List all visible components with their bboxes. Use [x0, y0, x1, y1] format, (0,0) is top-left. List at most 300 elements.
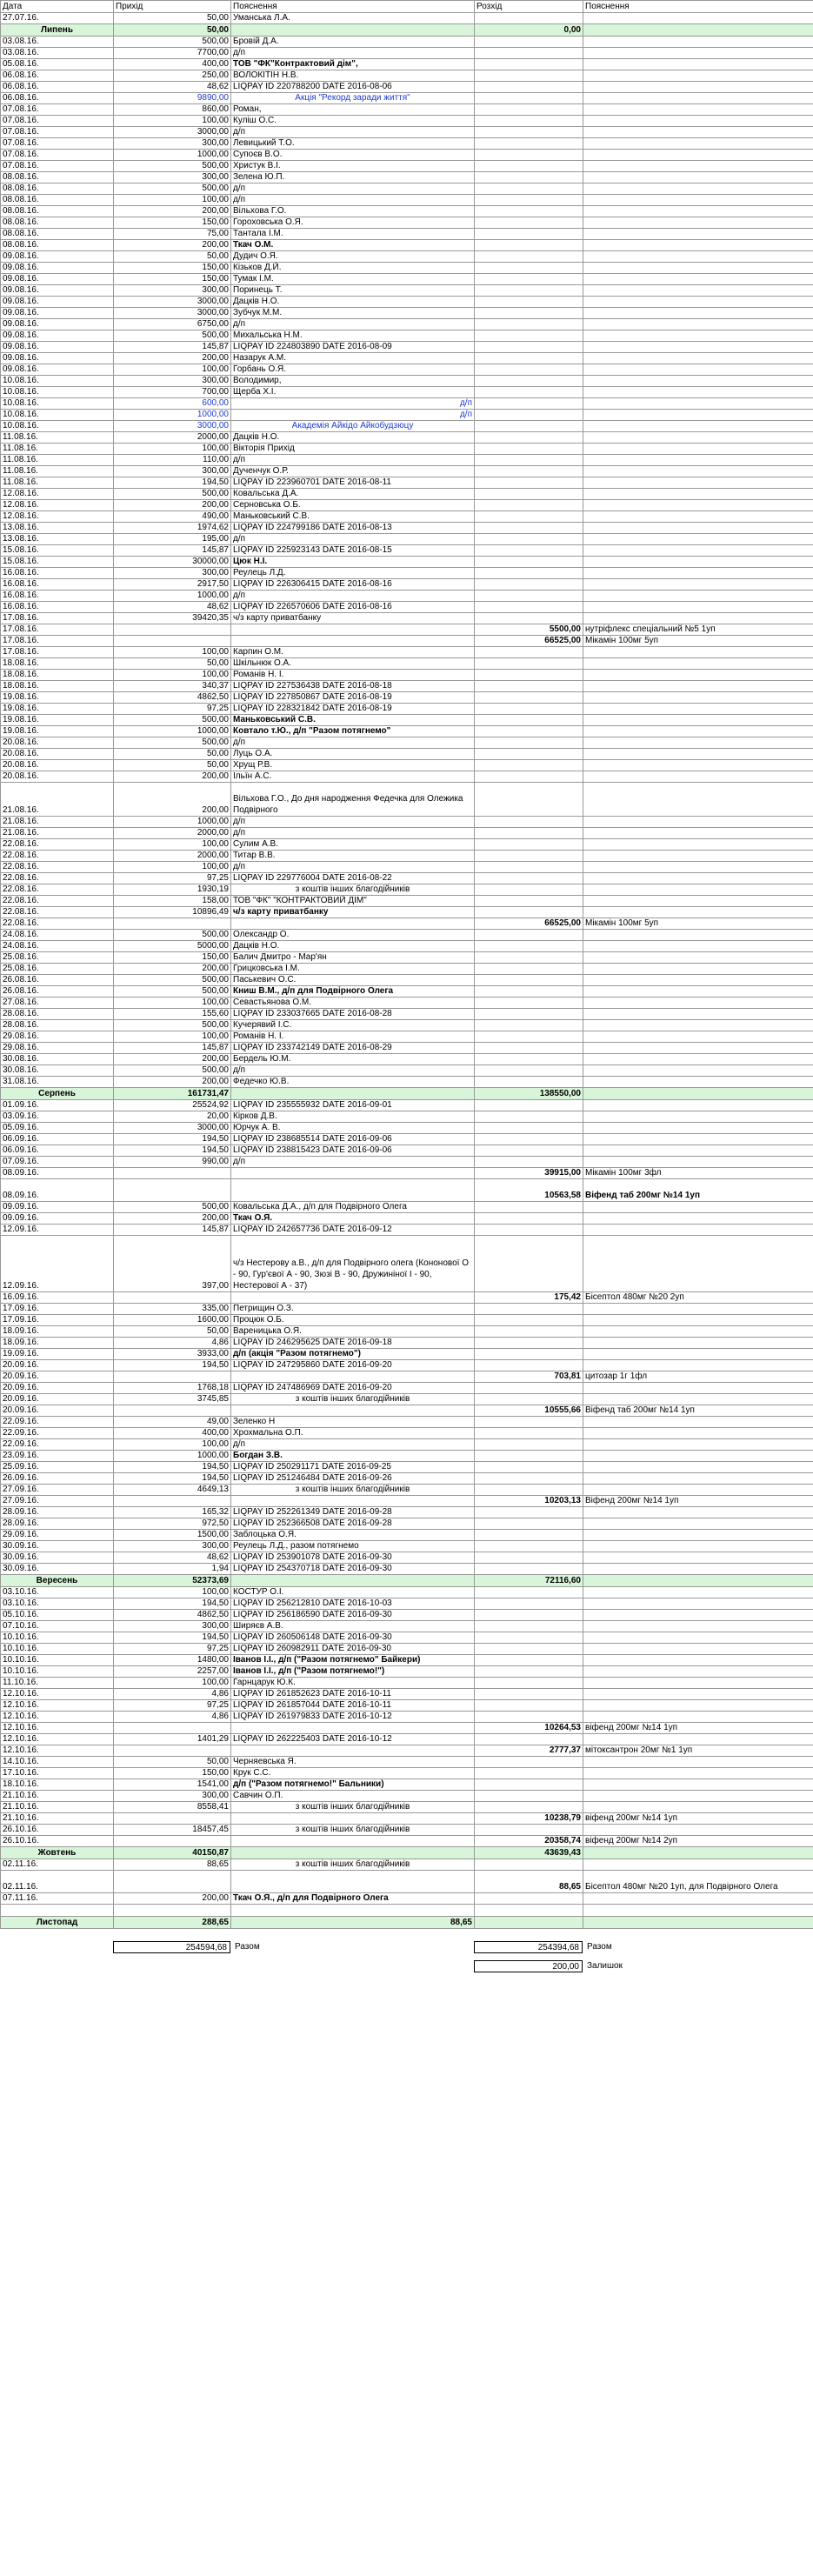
table-row	[1, 1836, 813, 1847]
expense-note-cell	[583, 1304, 813, 1315]
expense-note-cell	[583, 873, 813, 884]
income-cell: 500,00	[114, 1065, 231, 1077]
expense-cell	[475, 1518, 583, 1530]
expense-cell	[475, 1225, 583, 1236]
month-spacer	[583, 1575, 813, 1587]
expense-cell	[475, 1768, 583, 1779]
expense-note-cell	[583, 1610, 813, 1621]
table-row	[1, 545, 813, 557]
table-row	[1, 602, 813, 613]
income-cell: 97,25	[114, 1644, 231, 1655]
table-row	[1, 1621, 813, 1632]
income-cell: 1768,18	[114, 1383, 231, 1394]
expense-note-cell	[583, 557, 813, 568]
income-note-cell: Іванов І.І., д/п ("Разом потягнемо" Байкери)	[231, 1655, 475, 1666]
income-cell: 500,00	[114, 1202, 231, 1213]
expense-note-cell	[583, 297, 813, 308]
expense-cell	[475, 138, 583, 150]
date-cell: 30.08.16.	[1, 1065, 114, 1077]
date-cell: 08.08.16.	[1, 206, 114, 217]
expense-note-cell	[583, 1020, 813, 1031]
table-row	[1, 161, 813, 172]
table-row	[1, 1371, 813, 1383]
income-note-cell: LIQPAY ID 256212810 DATE 2016-10-03	[231, 1598, 475, 1610]
expense-cell	[475, 1507, 583, 1518]
table-row	[1, 93, 813, 104]
blank-cell	[583, 1905, 813, 1917]
income-note-cell: LIQPAY ID 246295625 DATE 2016-09-18	[231, 1338, 475, 1349]
date-cell: 21.10.16.	[1, 1791, 114, 1802]
expense-cell	[475, 749, 583, 760]
expense-cell	[475, 432, 583, 444]
table-row	[1, 1054, 813, 1065]
table-row	[1, 1428, 813, 1439]
income-note-cell: з коштів інших благодійників	[231, 1802, 475, 1813]
income-cell: 18457,45	[114, 1825, 231, 1836]
income-note-cell: д/п	[231, 737, 475, 749]
date-cell: 09.08.16.	[1, 319, 114, 330]
income-note-cell	[231, 1179, 475, 1202]
income-cell: 150,00	[114, 263, 231, 274]
expense-note-cell	[583, 274, 813, 285]
table-row	[1, 387, 813, 398]
table-row	[1, 986, 813, 998]
income-note-cell: д/п	[231, 817, 475, 828]
expense-note-cell	[583, 444, 813, 455]
income-cell: 3745,85	[114, 1394, 231, 1405]
expense-note-cell	[583, 1236, 813, 1292]
date-cell: 06.08.16.	[1, 82, 114, 93]
date-cell: 06.09.16.	[1, 1145, 114, 1157]
income-cell: 340,37	[114, 681, 231, 692]
income-cell: 700,00	[114, 387, 231, 398]
table-row	[1, 579, 813, 591]
table-row	[1, 70, 813, 82]
income-cell: 39420,35	[114, 613, 231, 624]
table-row	[1, 1768, 813, 1779]
table-row	[1, 636, 813, 647]
month-expense-total: 0,00	[475, 24, 583, 37]
date-cell: 20.08.16.	[1, 771, 114, 783]
income-cell	[114, 1292, 231, 1304]
date-cell: 05.10.16.	[1, 1610, 114, 1621]
income-cell: 500,00	[114, 489, 231, 500]
income-note-cell: LIQPAY ID 228321842 DATE 2016-08-19	[231, 704, 475, 715]
expense-cell	[475, 48, 583, 59]
income-note-cell	[231, 1496, 475, 1507]
expense-cell	[475, 1564, 583, 1575]
expense-cell	[475, 1859, 583, 1871]
table-row	[1, 884, 813, 896]
income-note-cell: Щерба Х.І.	[231, 387, 475, 398]
expense-total-label: Разом	[587, 1942, 612, 1952]
date-cell: 10.08.16.	[1, 421, 114, 432]
table-row	[1, 1202, 813, 1213]
table-row	[1, 1859, 813, 1871]
table-row	[1, 1451, 813, 1462]
expense-note-cell: Віфенд таб 200мг №14 1уп	[583, 1179, 813, 1202]
table-row	[1, 557, 813, 568]
table-row	[1, 150, 813, 161]
date-cell: 19.08.16.	[1, 704, 114, 715]
income-cell: 100,00	[114, 444, 231, 455]
table-row	[1, 1417, 813, 1428]
month-expense-total: 88,65	[231, 1917, 475, 1929]
expense-cell	[475, 1213, 583, 1225]
table-row	[1, 297, 813, 308]
table-row	[1, 1123, 813, 1134]
table-row	[1, 681, 813, 692]
expense-note-cell	[583, 851, 813, 862]
date-cell: 22.08.16.	[1, 896, 114, 907]
income-cell: 1974,62	[114, 523, 231, 534]
expense-note-cell	[583, 421, 813, 432]
date-cell: 09.09.16.	[1, 1213, 114, 1225]
expense-note-cell	[583, 692, 813, 704]
expense-cell	[475, 783, 583, 817]
expense-note-cell	[583, 342, 813, 353]
date-cell: 12.08.16.	[1, 511, 114, 523]
expense-note-cell	[583, 737, 813, 749]
expense-note-cell	[583, 217, 813, 229]
expense-note-cell	[583, 964, 813, 975]
table-row	[1, 1712, 813, 1723]
income-cell: 2000,00	[114, 828, 231, 839]
income-cell: 1000,00	[114, 591, 231, 602]
table-row	[1, 783, 813, 817]
date-cell: 22.09.16.	[1, 1439, 114, 1451]
month-total-row	[1, 1917, 813, 1929]
income-note-cell: Цюк Н.І.	[231, 557, 475, 568]
date-cell: 11.08.16.	[1, 466, 114, 477]
expense-cell: 10238,79	[475, 1813, 583, 1825]
income-cell	[114, 1813, 231, 1825]
date-cell: 30.09.16.	[1, 1541, 114, 1552]
income-cell: 150,00	[114, 217, 231, 229]
expense-note-cell	[583, 1712, 813, 1723]
income-note-cell: LIQPAY ID 247295860 DATE 2016-09-20	[231, 1360, 475, 1371]
income-note-cell: LIQPAY ID 227536438 DATE 2016-08-18	[231, 681, 475, 692]
income-note-cell: д/п	[231, 410, 475, 421]
expense-note-cell	[583, 658, 813, 670]
expense-note-cell	[583, 986, 813, 998]
date-cell: 20.08.16.	[1, 760, 114, 771]
income-cell: 1000,00	[114, 1451, 231, 1462]
table-row	[1, 477, 813, 489]
date-cell: 22.08.16.	[1, 839, 114, 851]
date-cell: 17.08.16.	[1, 613, 114, 624]
expense-cell	[475, 70, 583, 82]
income-cell: 500,00	[114, 330, 231, 342]
table-row	[1, 466, 813, 477]
income-cell: 145,87	[114, 342, 231, 353]
income-note-cell: LIQPAY ID 233742149 DATE 2016-08-29	[231, 1043, 475, 1054]
income-note-cell: LIQPAY ID 226570606 DATE 2016-08-16	[231, 602, 475, 613]
income-note-cell	[231, 1371, 475, 1383]
expense-note-cell	[583, 477, 813, 489]
income-note-cell: д/п	[231, 534, 475, 545]
date-cell: 26.10.16.	[1, 1825, 114, 1836]
income-cell: 1,94	[114, 1564, 231, 1575]
income-cell: 4,86	[114, 1338, 231, 1349]
income-cell: 100,00	[114, 1678, 231, 1689]
expense-cell	[475, 1100, 583, 1111]
expense-cell	[475, 907, 583, 918]
income-cell: 860,00	[114, 104, 231, 116]
date-cell: 24.08.16.	[1, 941, 114, 952]
expense-note-cell	[583, 783, 813, 817]
expense-note-cell	[583, 364, 813, 376]
table-row	[1, 704, 813, 715]
income-cell	[114, 1745, 231, 1757]
income-note-cell: ч/з Нестерову а.В., д/п для Подвірного олега (Кононової О - 90, Гур'євої А - 90, Зюзі В - 90, Дружиніної І - 90, Нестерової А - 37)	[231, 1236, 475, 1292]
income-cell: 97,25	[114, 873, 231, 884]
date-cell: 18.08.16.	[1, 658, 114, 670]
expense-cell	[475, 828, 583, 839]
income-cell: 4,86	[114, 1712, 231, 1723]
income-note-cell: Вільхова Г.О.	[231, 206, 475, 217]
income-cell: 150,00	[114, 274, 231, 285]
income-note-cell: LIQPAY ID 238815423 DATE 2016-09-06	[231, 1145, 475, 1157]
income-cell: 50,00	[114, 658, 231, 670]
expense-cell	[475, 1666, 583, 1678]
income-note-cell: Зелена Ю.П.	[231, 172, 475, 184]
date-cell: 09.08.16.	[1, 364, 114, 376]
expense-note-cell	[583, 1031, 813, 1043]
income-note-cell: д/п	[231, 398, 475, 410]
income-cell: 194,50	[114, 1473, 231, 1485]
income-cell: 195,00	[114, 534, 231, 545]
income-total-box: 254594,68	[113, 1941, 230, 1953]
income-cell: 155,60	[114, 1009, 231, 1020]
expense-note-cell	[583, 975, 813, 986]
date-cell: 11.08.16.	[1, 477, 114, 489]
income-note-cell: ТОВ "ФК" "КОНТРАКТОВИЙ ДІМ"	[231, 896, 475, 907]
month-total-row	[1, 24, 813, 37]
expense-cell	[475, 1077, 583, 1088]
expense-note-cell	[583, 116, 813, 127]
month-income-total: 50,00	[114, 24, 231, 37]
expense-note-cell	[583, 1428, 813, 1439]
income-cell: 10896,49	[114, 907, 231, 918]
table-row	[1, 839, 813, 851]
income-cell: 75,00	[114, 229, 231, 240]
income-note-cell: Процюк О.Б.	[231, 1315, 475, 1326]
expense-cell	[475, 1893, 583, 1905]
expense-cell	[475, 896, 583, 907]
income-cell: 30000,00	[114, 557, 231, 568]
date-cell: 20.09.16.	[1, 1371, 114, 1383]
table-row	[1, 1779, 813, 1791]
income-note-cell: Супоєв В.О.	[231, 150, 475, 161]
expense-note-cell	[583, 161, 813, 172]
expense-cell	[475, 1009, 583, 1020]
date-cell: 03.10.16.	[1, 1587, 114, 1598]
table-row	[1, 184, 813, 195]
table-row	[1, 398, 813, 410]
income-note-cell: з коштів інших благодійників	[231, 1394, 475, 1405]
expense-note-cell	[583, 1123, 813, 1134]
month-spacer	[583, 1917, 813, 1929]
income-cell: 8558,41	[114, 1802, 231, 1813]
date-cell: 12.10.16.	[1, 1723, 114, 1734]
expense-note-cell	[583, 1859, 813, 1871]
income-cell: 100,00	[114, 670, 231, 681]
expense-cell	[475, 150, 583, 161]
table-row	[1, 1326, 813, 1338]
table-row	[1, 1077, 813, 1088]
expense-note-cell	[583, 907, 813, 918]
expense-note-cell	[583, 1485, 813, 1496]
expense-cell	[475, 1712, 583, 1723]
expense-cell	[475, 184, 583, 195]
date-cell: 20.09.16.	[1, 1383, 114, 1394]
expense-note-cell	[583, 93, 813, 104]
income-note-cell: з коштів інших благодійників	[231, 1825, 475, 1836]
income-note-cell: Ткач О.Я., д/п для Подвірного Олега	[231, 1893, 475, 1905]
table-row	[1, 330, 813, 342]
table-row	[1, 206, 813, 217]
table-row	[1, 1065, 813, 1077]
table-row	[1, 127, 813, 138]
table-row	[1, 1009, 813, 1020]
expense-note-cell: цитозар 1г 1фл	[583, 1371, 813, 1383]
income-note-cell	[231, 1871, 475, 1893]
income-cell: 100,00	[114, 1439, 231, 1451]
expense-cell	[475, 263, 583, 274]
date-cell: 08.08.16.	[1, 184, 114, 195]
date-cell: 07.10.16.	[1, 1621, 114, 1632]
income-note-cell: Вільхова Г.О., До дня народження Федечка для Олежика Подвірного	[231, 783, 475, 817]
income-note-cell: д/п	[231, 1439, 475, 1451]
income-note-cell: Дудич О.Я.	[231, 251, 475, 263]
expense-cell	[475, 862, 583, 873]
expense-note-cell	[583, 1768, 813, 1779]
income-note-cell: LIQPAY ID 225923143 DATE 2016-08-15	[231, 545, 475, 557]
income-note-cell: Вареницька О.Я.	[231, 1326, 475, 1338]
table-row	[1, 240, 813, 251]
table-row	[1, 1405, 813, 1417]
income-note-cell: Тумак І.М.	[231, 274, 475, 285]
income-note-cell: LIQPAY ID 254370718 DATE 2016-09-30	[231, 1564, 475, 1575]
expense-note-cell	[583, 1202, 813, 1213]
date-cell: 27.09.16.	[1, 1496, 114, 1507]
income-cell: 200,00	[114, 1893, 231, 1905]
date-cell: 07.09.16.	[1, 1157, 114, 1168]
expense-note-cell	[583, 941, 813, 952]
table-row	[1, 941, 813, 952]
income-note-cell: Маньковський С.В.	[231, 511, 475, 523]
income-cell: 1401,29	[114, 1734, 231, 1745]
expense-cell	[475, 1655, 583, 1666]
expense-note-cell	[583, 1587, 813, 1598]
expense-note-cell	[583, 1077, 813, 1088]
date-cell: 09.08.16.	[1, 285, 114, 297]
expense-note-cell	[583, 1825, 813, 1836]
expense-cell: 66525,00	[475, 918, 583, 930]
date-cell: 03.08.16.	[1, 48, 114, 59]
table-row	[1, 1802, 813, 1813]
date-cell: 25.09.16.	[1, 1462, 114, 1473]
date-cell: 08.08.16.	[1, 217, 114, 229]
income-cell: 490,00	[114, 511, 231, 523]
date-cell: 16.08.16.	[1, 602, 114, 613]
income-cell	[114, 1496, 231, 1507]
date-cell: 10.10.16.	[1, 1632, 114, 1644]
income-cell: 300,00	[114, 1541, 231, 1552]
income-cell: 158,00	[114, 896, 231, 907]
income-note-cell: LIQPAY ID 224803890 DATE 2016-08-09	[231, 342, 475, 353]
income-note-cell: Черняевська Я.	[231, 1757, 475, 1768]
table-row	[1, 1145, 813, 1157]
income-note-cell: Карпин О.М.	[231, 647, 475, 658]
income-note-cell: д/п (акція "Разом потягнемо")	[231, 1349, 475, 1360]
income-note-cell: Акція "Рекорд заради життя"	[231, 93, 475, 104]
expense-note-cell	[583, 613, 813, 624]
expense-note-cell	[583, 523, 813, 534]
date-cell: 29.08.16.	[1, 1043, 114, 1054]
expense-note-cell	[583, 930, 813, 941]
income-cell: 110,00	[114, 455, 231, 466]
expense-cell	[475, 1111, 583, 1123]
expense-cell	[475, 1779, 583, 1791]
table-row	[1, 1213, 813, 1225]
income-note-cell: з коштів інших благодійників	[231, 1485, 475, 1496]
expense-note-cell	[583, 1655, 813, 1666]
expense-cell	[475, 342, 583, 353]
income-note-cell: Зеленко Н	[231, 1417, 475, 1428]
expense-cell	[475, 376, 583, 387]
expense-cell	[475, 873, 583, 884]
income-note-cell: д/п	[231, 591, 475, 602]
expense-cell	[475, 851, 583, 862]
income-cell: 100,00	[114, 195, 231, 206]
expense-cell	[475, 1326, 583, 1338]
table-row	[1, 1349, 813, 1360]
income-cell: 50,00	[114, 1757, 231, 1768]
expense-note-cell	[583, 771, 813, 783]
expense-note-cell: віфенд 200мг №14 2уп	[583, 1836, 813, 1847]
table-row	[1, 1813, 813, 1825]
expense-cell	[475, 116, 583, 127]
income-cell: 500,00	[114, 715, 231, 726]
date-cell: 09.08.16.	[1, 330, 114, 342]
expense-cell	[475, 466, 583, 477]
expense-note-cell	[583, 59, 813, 70]
income-note-cell: Хрущ Р.В.	[231, 760, 475, 771]
table-row	[1, 1157, 813, 1168]
income-note-cell: Титар В.В.	[231, 851, 475, 862]
expense-cell	[475, 839, 583, 851]
income-cell: 145,87	[114, 1225, 231, 1236]
date-cell: 16.08.16.	[1, 579, 114, 591]
expense-cell	[475, 975, 583, 986]
expense-cell	[475, 1462, 583, 1473]
table-row	[1, 1734, 813, 1745]
table-row	[1, 13, 813, 24]
expense-note-cell	[583, 1564, 813, 1575]
expense-cell	[475, 217, 583, 229]
date-cell: 09.08.16.	[1, 342, 114, 353]
income-cell: 3933,00	[114, 1349, 231, 1360]
table-row	[1, 1689, 813, 1700]
expense-cell	[475, 229, 583, 240]
expense-cell	[475, 771, 583, 783]
table-row	[1, 1100, 813, 1111]
income-note-cell: Реулець Л.Д.	[231, 568, 475, 579]
income-note-cell: д/п	[231, 184, 475, 195]
date-cell: 05.08.16.	[1, 59, 114, 70]
